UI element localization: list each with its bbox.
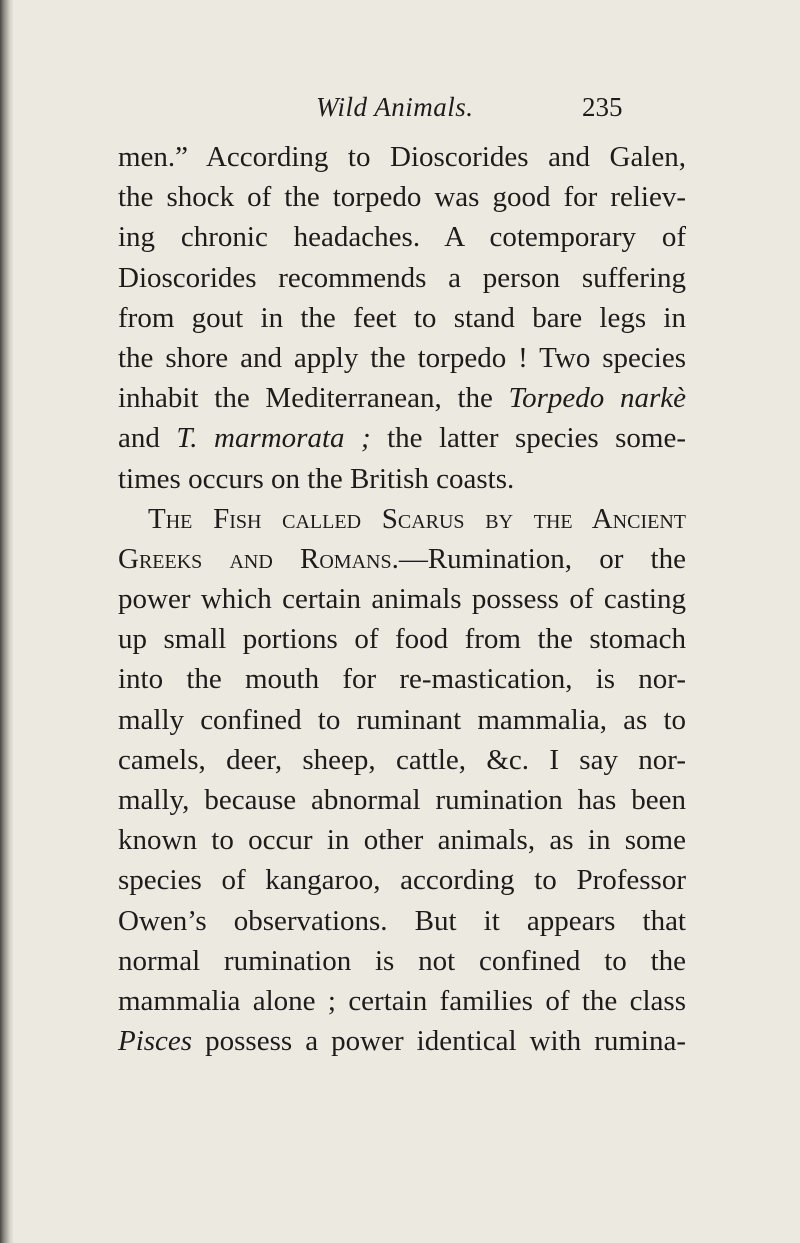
text-line: up small portions of food from the stomach	[118, 623, 686, 656]
section-heading: The Fish called Scarus by the Ancient	[148, 502, 686, 535]
text-line	[118, 378, 686, 418]
text-line: known to occur in other animals, as in some	[118, 824, 686, 857]
class-name: Pisces	[118, 1025, 193, 1058]
page-number: 235	[582, 92, 623, 122]
running-head	[0, 92, 800, 132]
section-heading-continued: Greeks and Romans.	[118, 542, 399, 575]
text-line: into the mouth for re-mastication, is nor-	[118, 663, 686, 696]
text-line: mally, because abnormal rumination has been	[118, 784, 686, 816]
text-run: inhabit the Mediterranean, the	[118, 382, 509, 415]
text-line	[118, 539, 686, 579]
text-line: normal rumination is not confined to the	[118, 944, 686, 977]
text-line: Owen’s observations. But it appears that	[118, 904, 686, 937]
text-line: from gout in the feet to stand bare legs in	[118, 301, 686, 334]
text-run: possess a power identical with rumina-	[192, 1025, 686, 1058]
text-line: the shock of the torpedo was good for reliev-	[118, 181, 686, 214]
species-name: T. marmorata ;	[176, 422, 371, 455]
text-line	[118, 418, 686, 458]
text-line: the shore and apply the torpedo ! Two species	[118, 341, 686, 374]
text-line	[118, 1021, 686, 1061]
text-line: power which certain animals possess of casting	[118, 583, 686, 616]
page-gutter-edge	[0, 0, 14, 1243]
text-line: mally confined to ruminant mammalia, as to	[118, 703, 686, 736]
text-line: species of kangaroo, according to Professor	[118, 864, 686, 897]
text-line: men.” According to Dioscorides and Galen,	[118, 141, 686, 173]
text-run: —Rumination, or the	[398, 542, 686, 575]
running-title: Wild Animals.	[316, 92, 474, 122]
text-run: and	[118, 422, 177, 455]
text-line: mammalia alone ; certain families of the class	[118, 984, 686, 1017]
text-line: ing chronic headaches. A cotemporary of	[118, 221, 686, 254]
text-run: the latter species some-	[370, 422, 687, 455]
page-body	[118, 137, 686, 1061]
species-name: Torpedo narkè	[508, 382, 686, 415]
text-line: times occurs on the British coasts.	[118, 462, 515, 495]
text-line: camels, deer, sheep, cattle, &c. I say nor-	[118, 743, 686, 776]
text-line: Dioscorides recommends a person suffering	[118, 261, 686, 294]
